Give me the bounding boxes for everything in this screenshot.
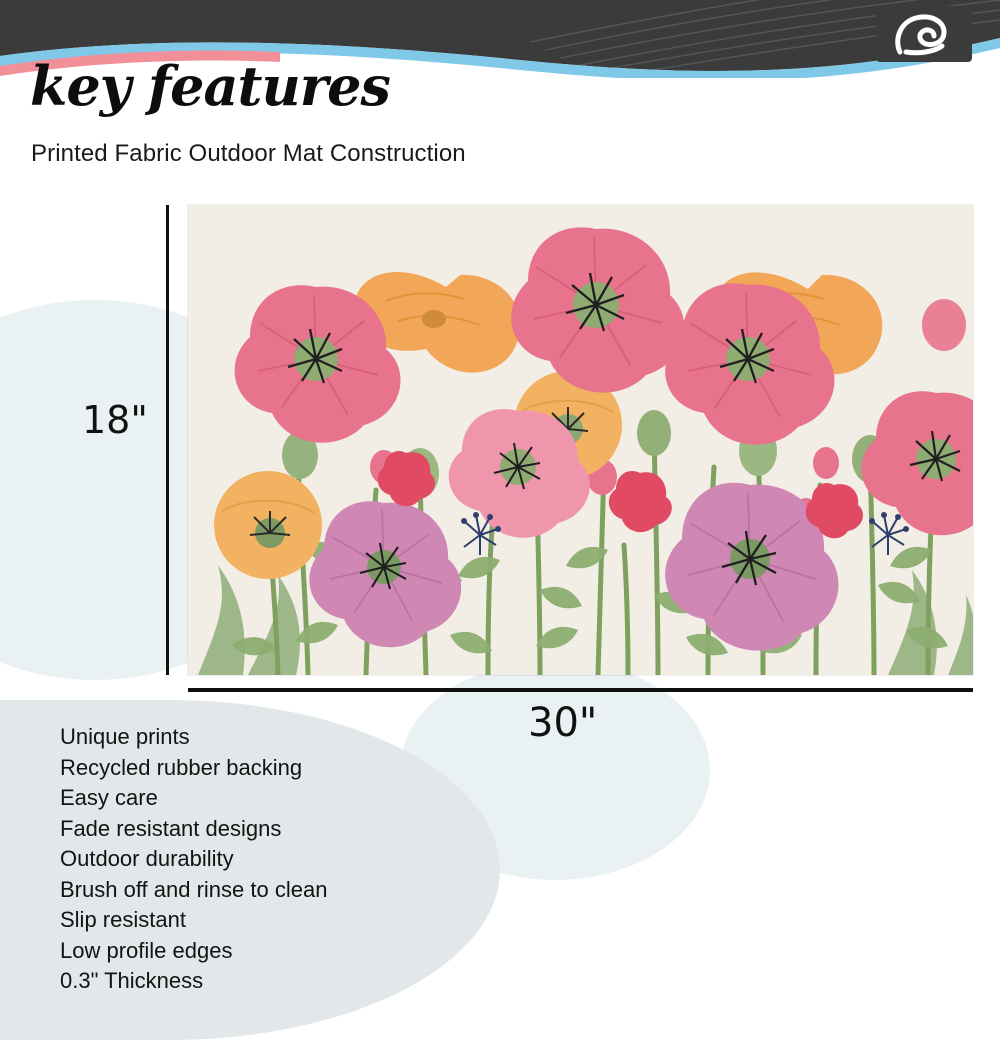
width-dimension-label: 30" <box>528 700 598 746</box>
swan-logo-icon <box>876 6 972 62</box>
list-item: Outdoor durability <box>60 846 234 871</box>
height-dimension-rule <box>166 205 169 675</box>
width-dimension-rule <box>188 688 973 692</box>
list-item: Brush off and rinse to clean <box>60 876 328 902</box>
list-item: Low profile edges <box>60 937 233 963</box>
list-item: Unique prints <box>60 724 190 749</box>
height-dimension-label: 18" <box>82 398 148 442</box>
list-item: 0.3" Thickness <box>60 968 204 993</box>
page-subtitle: Printed Fabric Outdoor Mat Construction <box>31 140 466 167</box>
list-item: Easy care <box>60 785 158 810</box>
product-image <box>188 205 973 675</box>
list-item: Slip resistant <box>60 907 186 932</box>
page-title: key features <box>30 54 390 118</box>
list-item: Recycled rubber backing <box>60 754 303 780</box>
list-item: Fade resistant designs <box>60 815 282 841</box>
feature-list <box>60 722 327 997</box>
